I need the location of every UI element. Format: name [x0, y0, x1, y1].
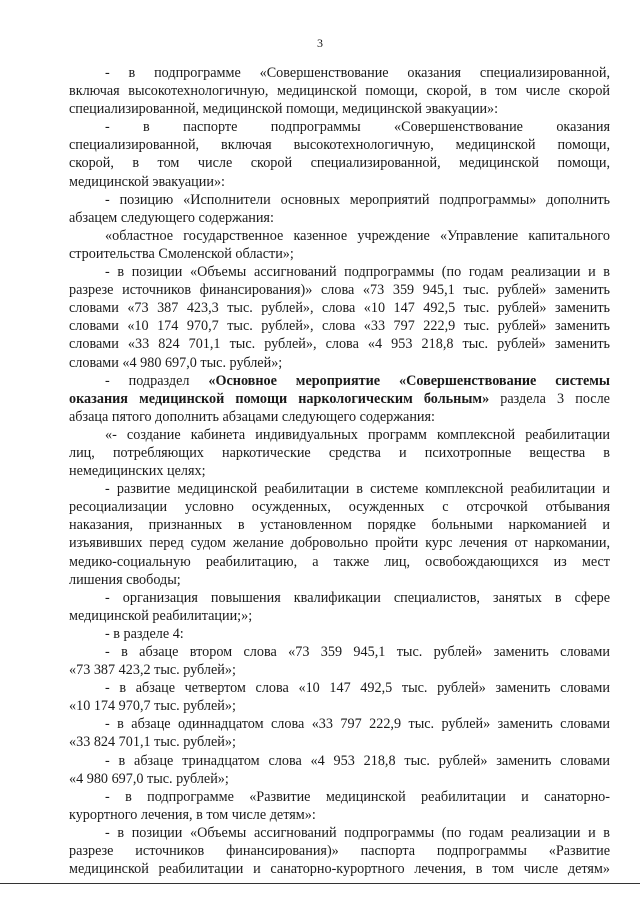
text-line: - в абзаце четвертом слова «10 147 492,5 тыс. рублей» заменить словами: [105, 680, 610, 697]
text-line: строительства Смоленской области»;: [69, 245, 294, 262]
text-line: медицинской эвакуации»:: [69, 173, 225, 190]
text-line: - позицию «Исполнители основных мероприятий подпрограммы» дополнить: [105, 191, 610, 208]
text-line: - в подпрограмме «Совершенствование оказания специализированной,: [105, 65, 610, 81]
text-line: медицинской реабилитации и санаторно-курортного лечения, в том числе детям»: [69, 861, 610, 878]
text-line: специализированной, медицинской помощи, медицинской эвакуации»:: [69, 101, 499, 118]
text-line: изъявивших перед судом желание добровольно пройти курс лечения от наркомании,: [69, 535, 610, 552]
text-line: медицинской реабилитации;»;: [69, 607, 253, 624]
text-line: - подраздел «Основное мероприятие «Совершенствование системы: [105, 372, 611, 389]
text-line: «4 980 697,0 тыс. рублей»;: [69, 770, 229, 787]
text-line: «- создание кабинета индивидуальных программ комплексной реабилитации: [105, 426, 610, 443]
text-line: разрезе источников финансирования)» слова «73 359 945,1 тыс. рублей» заменить: [69, 282, 610, 299]
text-line: абзаца пятого дополнить абзацами следующего содержания:: [69, 408, 435, 425]
footer-rule: [0, 883, 640, 884]
text-line: словами «73 387 423,3 тыс. рублей», слова «10 147 492,5 тыс. рублей» заменить: [69, 300, 610, 317]
text-line: - в паспорте подпрограммы «Совершенствование оказания: [105, 119, 610, 136]
text-line: «33 824 701,1 тыс. рублей»;: [69, 734, 236, 751]
page-number: 3: [317, 36, 323, 50]
text-line: абзацем следующего содержания:: [69, 209, 274, 226]
text-line: - в абзаце втором слова «73 359 945,1 тыс. рублей» заменить словами: [105, 644, 610, 660]
text-line: «10 174 970,7 тыс. рублей»;: [69, 698, 236, 715]
text-line: наказания, признанных в установленном порядке больными наркоманией и: [69, 517, 610, 534]
text-line: - развитие медицинской реабилитации в системе комплексной реабилитации и: [105, 481, 610, 498]
text-line: включая высокотехнологичную, медицинской помощи, скорой, в том числе скорой: [69, 83, 610, 100]
text-line: - в позиции «Объемы ассигнований подпрограммы (по годам реализации и в: [105, 264, 610, 281]
text-line: - в абзаце тринадцатом слова «4 953 218,8 тыс. рублей» заменить словами: [105, 752, 610, 769]
text-line: лиц, потребляющих наркотические средства и психотропные вещества в: [69, 444, 610, 461]
text-line: немедицинских целях;: [69, 463, 206, 480]
text-line: специализированной, включая высокотехнологичную, медицинской помощи,: [69, 137, 610, 154]
text-line: «73 387 423,2 тыс. рублей»;: [69, 662, 236, 679]
document-body: [69, 64, 610, 878]
text-line: словами «10 174 970,7 тыс. рублей», слова «33 797 222,9 тыс. рублей» заменить: [69, 318, 610, 335]
text-line: скорой, в том числе скорой специализированной, медицинской помощи,: [69, 155, 610, 172]
text-line: - организация повышения квалификации специалистов, занятых в сфере: [105, 589, 610, 606]
text-line: лишения свободы;: [69, 571, 181, 588]
text-line: словами «33 824 701,1 тыс. рублей», слова «4 953 218,8 тыс. рублей» заменить: [69, 336, 610, 353]
text-line: - в разделе 4:: [105, 625, 184, 642]
text-line: «областное государственное казенное учреждение «Управление капитального: [105, 227, 610, 244]
text-line: - в позиции «Объемы ассигнований подпрограммы (по годам реализации и в: [105, 824, 610, 841]
text-line: оказания медицинской помощи наркологическим больным» раздела 3 после: [69, 390, 610, 407]
text-line: разрезе источников финансирования)» паспорта подпрограммы «Развитие: [69, 843, 610, 860]
text-line: ресоциализации условно осужденных, осужденных с отсрочкой отбывания: [69, 499, 610, 516]
text-line: - в подпрограмме «Развитие медицинской реабилитации и санаторно-: [105, 788, 610, 805]
text-line: - в абзаце одиннадцатом слова «33 797 222,9 тыс. рублей» заменить словами: [105, 716, 610, 733]
text-line: курортного лечения, в том числе детям»:: [69, 806, 316, 823]
text-line: словами «4 980 697,0 тыс. рублей»;: [69, 354, 283, 371]
text-line: медико-социальную реабилитацию, а также лиц, освобождающихся из мест: [69, 553, 610, 570]
